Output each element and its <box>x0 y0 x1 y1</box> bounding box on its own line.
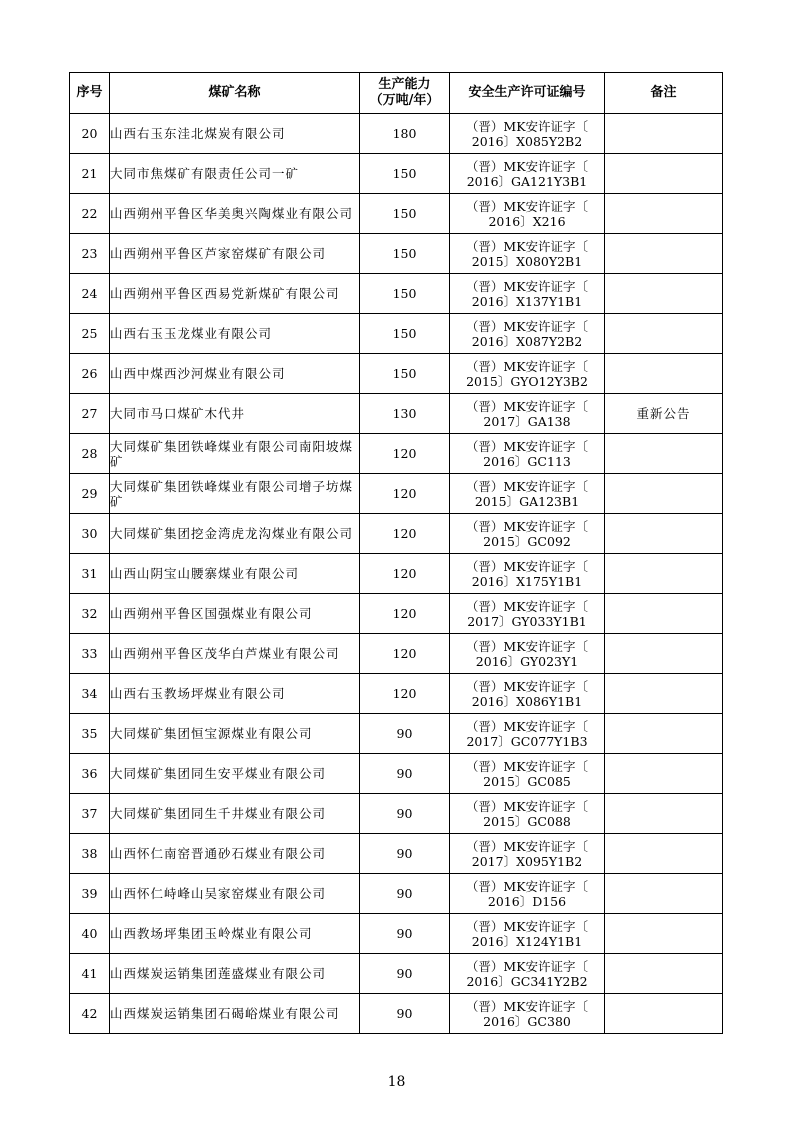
row-number: 42 <box>70 994 110 1034</box>
remark <box>605 914 723 954</box>
license-line1: （晋）MK安许证字〔 <box>465 958 589 974</box>
production-capacity: 90 <box>360 794 450 834</box>
remark <box>605 674 723 714</box>
mine-name: 大同市焦煤矿有限责任公司一矿 <box>110 154 360 194</box>
license-line2: 2015〕GC092 <box>483 533 571 549</box>
license-line2: 2016〕GC113 <box>483 453 571 469</box>
table-row <box>70 394 723 434</box>
license-line1: （晋）MK安许证字〔 <box>465 718 589 734</box>
production-capacity: 150 <box>360 234 450 274</box>
license-line2: 2016〕GA121Y3B1 <box>466 173 588 189</box>
license-number <box>450 194 605 234</box>
table-row <box>70 914 723 954</box>
table-row <box>70 474 723 514</box>
row-number: 30 <box>70 514 110 554</box>
license-line1: （晋）MK安许证字〔 <box>465 798 589 814</box>
header-capacity-line2: （万吨/年） <box>369 93 440 108</box>
row-number: 20 <box>70 114 110 154</box>
mine-name: 山西朔州平鲁区华美奥兴陶煤业有限公司 <box>110 194 360 234</box>
remark <box>605 754 723 794</box>
mine-name: 山西怀仁峙峰山吴家窑煤业有限公司 <box>110 874 360 914</box>
production-capacity: 90 <box>360 954 450 994</box>
license-line1: （晋）MK安许证字〔 <box>465 518 589 534</box>
license-line2: 2016〕X085Y2B2 <box>471 133 583 149</box>
production-capacity: 150 <box>360 354 450 394</box>
license-line1: （晋）MK安许证字〔 <box>465 878 589 894</box>
license-line2: 2017〕GY033Y1B1 <box>467 613 587 629</box>
license-number <box>450 234 605 274</box>
table-row <box>70 634 723 674</box>
license-line2: 2016〕X216 <box>488 213 566 229</box>
remark <box>605 234 723 274</box>
license-line1: （晋）MK安许证字〔 <box>465 918 589 934</box>
remark <box>605 194 723 234</box>
row-number: 37 <box>70 794 110 834</box>
row-number: 41 <box>70 954 110 994</box>
row-number: 22 <box>70 194 110 234</box>
license-line1: （晋）MK安许证字〔 <box>465 638 589 654</box>
license-line1: （晋）MK安许证字〔 <box>465 238 589 254</box>
table-row <box>70 514 723 554</box>
license-line1: （晋）MK安许证字〔 <box>465 838 589 854</box>
license-number <box>450 114 605 154</box>
header-no: 序号 <box>70 73 110 114</box>
license-number <box>450 834 605 874</box>
license-line2: 2016〕GC380 <box>483 1013 571 1029</box>
remark <box>605 154 723 194</box>
header-capacity-line1: 生产能力 <box>378 77 431 93</box>
license-line2: 2016〕X086Y1B1 <box>471 693 583 709</box>
header-note: 备注 <box>605 73 723 114</box>
license-number <box>450 554 605 594</box>
table-row <box>70 834 723 874</box>
mine-name: 山西教场坪集团玉岭煤业有限公司 <box>110 914 360 954</box>
mine-name: 山西煤炭运销集团莲盛煤业有限公司 <box>110 954 360 994</box>
row-number: 36 <box>70 754 110 794</box>
remark <box>605 634 723 674</box>
mine-name: 山西朔州平鲁区国强煤业有限公司 <box>110 594 360 634</box>
license-number <box>450 714 605 754</box>
license-number <box>450 274 605 314</box>
mine-name: 山西朔州平鲁区西易党新煤矿有限公司 <box>110 274 360 314</box>
license-number <box>450 874 605 914</box>
mine-name: 山西朔州平鲁区茂华白芦煤业有限公司 <box>110 634 360 674</box>
page-number: 18 <box>387 1074 406 1090</box>
license-line2: 2016〕D156 <box>487 893 567 909</box>
license-line2: 2015〕GYO12Y3B2 <box>466 373 588 389</box>
license-line1: （晋）MK安许证字〔 <box>465 118 589 134</box>
license-number <box>450 314 605 354</box>
license-number <box>450 154 605 194</box>
row-number: 35 <box>70 714 110 754</box>
license-line2: 2015〕X080Y2B1 <box>471 253 583 269</box>
license-line1: （晋）MK安许证字〔 <box>465 198 589 214</box>
license-number <box>450 434 605 474</box>
license-number <box>450 594 605 634</box>
production-capacity: 90 <box>360 754 450 794</box>
production-capacity: 120 <box>360 634 450 674</box>
production-capacity: 150 <box>360 274 450 314</box>
header-mine-name: 煤矿名称 <box>110 73 360 114</box>
license-number <box>450 514 605 554</box>
table-row <box>70 714 723 754</box>
license-number <box>450 634 605 674</box>
row-number: 21 <box>70 154 110 194</box>
production-capacity: 130 <box>360 394 450 434</box>
table-row <box>70 874 723 914</box>
license-number <box>450 674 605 714</box>
row-number: 39 <box>70 874 110 914</box>
mine-name: 大同市马口煤矿木代井 <box>110 394 360 434</box>
row-number: 28 <box>70 434 110 474</box>
remark <box>605 514 723 554</box>
production-capacity: 120 <box>360 554 450 594</box>
remark <box>605 834 723 874</box>
row-number: 31 <box>70 554 110 594</box>
table-row <box>70 154 723 194</box>
remark <box>605 314 723 354</box>
coal-mine-table <box>69 72 723 1034</box>
production-capacity: 90 <box>360 714 450 754</box>
license-number <box>450 474 605 514</box>
row-number: 29 <box>70 474 110 514</box>
license-number <box>450 354 605 394</box>
mine-name: 山西怀仁南窑晋通砂石煤业有限公司 <box>110 834 360 874</box>
table-row <box>70 994 723 1034</box>
table-row <box>70 274 723 314</box>
remark <box>605 474 723 514</box>
license-line1: （晋）MK安许证字〔 <box>465 278 589 294</box>
license-number <box>450 794 605 834</box>
license-line2: 2016〕GY023Y1 <box>475 653 579 669</box>
production-capacity: 90 <box>360 914 450 954</box>
mine-name: 山西山阴宝山腰寨煤业有限公司 <box>110 554 360 594</box>
remark <box>605 434 723 474</box>
license-number <box>450 754 605 794</box>
row-number: 34 <box>70 674 110 714</box>
table-row <box>70 954 723 994</box>
row-number: 38 <box>70 834 110 874</box>
production-capacity: 150 <box>360 314 450 354</box>
table-row <box>70 114 723 154</box>
license-line1: （晋）MK安许证字〔 <box>465 398 589 414</box>
license-line1: （晋）MK安许证字〔 <box>465 678 589 694</box>
mine-name: 大同煤矿集团挖金湾虎龙沟煤业有限公司 <box>110 514 360 554</box>
license-line2: 2015〕GA123B1 <box>474 493 580 509</box>
mine-name: 大同煤矿集团恒宝源煤业有限公司 <box>110 714 360 754</box>
mine-name: 山西右玉教场坪煤业有限公司 <box>110 674 360 714</box>
license-line2: 2015〕GC085 <box>483 773 571 789</box>
table-row <box>70 794 723 834</box>
production-capacity: 120 <box>360 474 450 514</box>
table-row <box>70 594 723 634</box>
license-line1: （晋）MK安许证字〔 <box>465 478 589 494</box>
production-capacity: 90 <box>360 874 450 914</box>
production-capacity: 120 <box>360 514 450 554</box>
mine-name: 山西煤炭运销集团石碣峪煤业有限公司 <box>110 994 360 1034</box>
remark <box>605 874 723 914</box>
license-line1: （晋）MK安许证字〔 <box>465 158 589 174</box>
remark: 重新公告 <box>605 394 723 434</box>
table-row <box>70 194 723 234</box>
license-line2: 2017〕GA138 <box>483 413 571 429</box>
mine-name: 大同煤矿集团铁峰煤业有限公司南阳坡煤矿 <box>110 434 360 474</box>
remark <box>605 594 723 634</box>
row-number: 32 <box>70 594 110 634</box>
production-capacity: 120 <box>360 594 450 634</box>
production-capacity: 150 <box>360 194 450 234</box>
header-license: 安全生产许可证编号 <box>450 73 605 114</box>
license-line2: 2017〕X095Y1B2 <box>471 853 583 869</box>
row-number: 27 <box>70 394 110 434</box>
license-line2: 2016〕GC341Y2B2 <box>466 973 588 989</box>
production-capacity: 90 <box>360 834 450 874</box>
license-number <box>450 994 605 1034</box>
license-line1: （晋）MK安许证字〔 <box>465 358 589 374</box>
license-line2: 2016〕X124Y1B1 <box>471 933 583 949</box>
license-line1: （晋）MK安许证字〔 <box>465 598 589 614</box>
remark <box>605 954 723 994</box>
table-row <box>70 314 723 354</box>
production-capacity: 120 <box>360 434 450 474</box>
row-number: 33 <box>70 634 110 674</box>
table-row <box>70 354 723 394</box>
mine-name: 山西右玉玉龙煤业有限公司 <box>110 314 360 354</box>
table-row <box>70 434 723 474</box>
mine-name: 大同煤矿集团铁峰煤业有限公司增子坊煤矿 <box>110 474 360 514</box>
remark <box>605 714 723 754</box>
license-line2: 2016〕X137Y1B1 <box>471 293 583 309</box>
mine-name: 大同煤矿集团同生千井煤业有限公司 <box>110 794 360 834</box>
license-line2: 2017〕GC077Y1B3 <box>466 733 588 749</box>
license-number <box>450 954 605 994</box>
production-capacity: 90 <box>360 994 450 1034</box>
license-line1: （晋）MK安许证字〔 <box>465 998 589 1014</box>
license-number <box>450 914 605 954</box>
license-line2: 2015〕GC088 <box>483 813 571 829</box>
remark <box>605 994 723 1034</box>
row-number: 24 <box>70 274 110 314</box>
production-capacity: 150 <box>360 154 450 194</box>
license-number <box>450 394 605 434</box>
remark <box>605 554 723 594</box>
license-line1: （晋）MK安许证字〔 <box>465 558 589 574</box>
remark <box>605 114 723 154</box>
table-row <box>70 754 723 794</box>
table-row <box>70 234 723 274</box>
license-line1: （晋）MK安许证字〔 <box>465 438 589 454</box>
license-line2: 2016〕X087Y2B2 <box>471 333 583 349</box>
license-line1: （晋）MK安许证字〔 <box>465 318 589 334</box>
license-line1: （晋）MK安许证字〔 <box>465 758 589 774</box>
row-number: 25 <box>70 314 110 354</box>
row-number: 26 <box>70 354 110 394</box>
remark <box>605 274 723 314</box>
license-line2: 2016〕X175Y1B1 <box>471 573 583 589</box>
table-header-row <box>70 73 723 114</box>
remark <box>605 354 723 394</box>
header-capacity <box>360 73 450 114</box>
production-capacity: 120 <box>360 674 450 714</box>
table-row <box>70 674 723 714</box>
row-number: 40 <box>70 914 110 954</box>
remark <box>605 794 723 834</box>
mine-name: 山西朔州平鲁区芦家窑煤矿有限公司 <box>110 234 360 274</box>
production-capacity: 180 <box>360 114 450 154</box>
row-number: 23 <box>70 234 110 274</box>
mine-name: 山西中煤西沙河煤业有限公司 <box>110 354 360 394</box>
table-row <box>70 554 723 594</box>
mine-name: 大同煤矿集团同生安平煤业有限公司 <box>110 754 360 794</box>
mine-name: 山西右玉东洼北煤炭有限公司 <box>110 114 360 154</box>
